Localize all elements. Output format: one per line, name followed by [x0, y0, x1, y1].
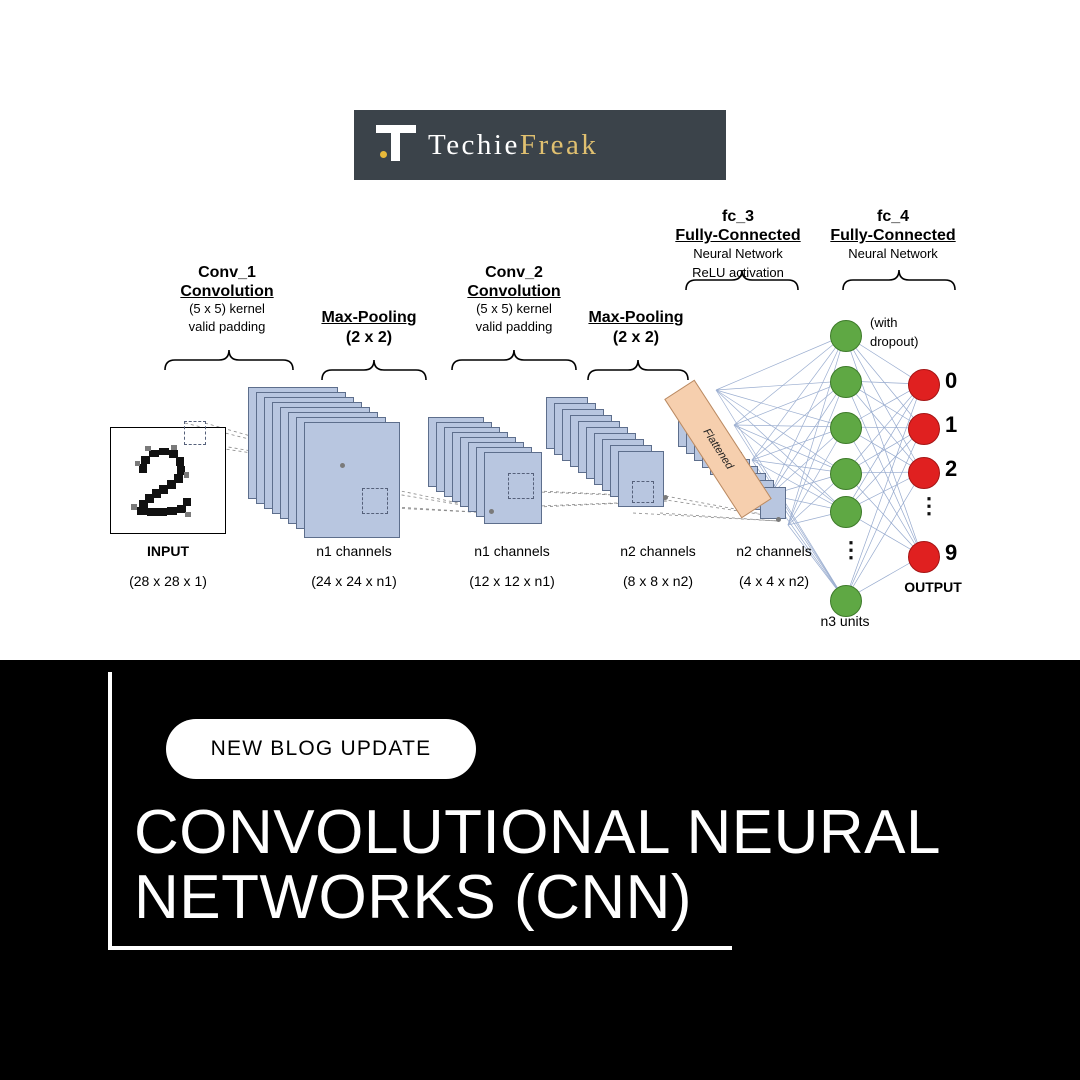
- hidden-node: [830, 412, 862, 444]
- logo-text-secondary: Freak: [519, 128, 599, 161]
- pool1-name-label: Max-Pooling: [321, 309, 417, 326]
- fc3-type-label: Fully-Connected: [675, 227, 801, 244]
- flattened-layer-bar: [664, 380, 772, 519]
- fc3-subtitle-2: ReLU activation: [692, 265, 784, 280]
- input-receptive-field: [184, 421, 206, 445]
- hidden-node: [830, 496, 862, 528]
- output-class-label: 0: [945, 368, 958, 393]
- output-class-label: 1: [945, 412, 958, 437]
- output-class-label: 9: [945, 540, 958, 565]
- fc4-name-label: fc_4: [876, 208, 910, 225]
- fc3-subtitle-1: Neural Network: [693, 246, 783, 261]
- stage2-channels-label: n1 channels: [474, 543, 550, 559]
- banner-title: [134, 798, 974, 933]
- hidden-node: [830, 366, 862, 398]
- conv1-type-label: Convolution: [180, 283, 274, 300]
- stage2-shape-label: (12 x 12 x n1): [469, 573, 555, 589]
- stage3-channels-label: n2 channels: [620, 543, 696, 559]
- pool2-name-label: Max-Pooling: [588, 309, 684, 326]
- logo-wordmark: [428, 129, 598, 162]
- new-blog-update-badge: [166, 719, 476, 779]
- input-title-label: INPUT: [147, 543, 189, 559]
- output-layer-ellipsis: ⋮: [918, 493, 940, 518]
- hidden-node: [830, 458, 862, 490]
- output-title-label: OUTPUT: [904, 579, 962, 595]
- conv2-kernel-label: (5 x 5) kernel: [476, 301, 552, 316]
- flattened-label: Flattened: [700, 426, 736, 472]
- banner-frame-horizontal: [108, 946, 732, 950]
- site-logo: [354, 110, 726, 180]
- conv1-padding-word: padding: [219, 319, 266, 334]
- fc4-dropout-line1: (with: [870, 315, 898, 330]
- stage3-shape-label: (8 x 8 x n2): [622, 573, 694, 589]
- badge-label: NEW BLOG UPDATE: [210, 737, 432, 760]
- hidden-units-label: n3 units: [820, 613, 870, 629]
- conv1-kernel-label: (5 x 5) kernel: [189, 301, 265, 316]
- conv2-name-label: Conv_2: [485, 264, 543, 281]
- pool2-size-label: (2 x 2): [612, 329, 660, 346]
- logo-text-primary: Techie: [428, 128, 520, 161]
- fc3-name-label: fc_3: [721, 208, 755, 225]
- conv2-padding-mode: valid: [475, 319, 503, 334]
- conv1-padding-mode: valid: [188, 319, 216, 334]
- conv2-padding-word: padding: [506, 319, 553, 334]
- stage1-shape-label: (24 x 24 x n1): [311, 573, 397, 589]
- stage1-channels-label: n1 channels: [316, 543, 392, 559]
- banner-title-line-1: CONVOLUTIONAL NEURAL: [134, 798, 941, 867]
- output-node: [908, 457, 940, 489]
- pool1-size-label: (2 x 2): [345, 329, 393, 346]
- fc4-subtitle-1: Neural Network: [848, 246, 938, 261]
- output-node: [908, 369, 940, 401]
- fc4-dropout-line2: dropout): [870, 334, 919, 349]
- output-node: [908, 413, 940, 445]
- input-digit-image: [110, 427, 226, 534]
- conv1-name-label: Conv_1: [198, 264, 256, 281]
- banner-frame-vertical: [108, 672, 112, 950]
- output-class-label: 2: [945, 456, 958, 481]
- handwritten-digit-two: [111, 428, 223, 531]
- hidden-node: [830, 320, 862, 352]
- fc4-type-label: Fully-Connected: [830, 227, 956, 244]
- hidden-layer-ellipsis: ⋮: [840, 537, 862, 562]
- letter-t-mark-icon: [374, 121, 420, 169]
- conv2-type-label: Convolution: [467, 283, 561, 300]
- cnn-architecture-diagram: [0, 195, 1080, 655]
- banner-title-line-2: NETWORKS (CNN): [134, 863, 693, 933]
- input-shape-label: (28 x 28 x 1): [129, 573, 207, 589]
- stage4-channels-label: n2 channels: [736, 543, 812, 559]
- output-node: [908, 541, 940, 573]
- stage4-shape-label: (4 x 4 x n2): [738, 573, 810, 589]
